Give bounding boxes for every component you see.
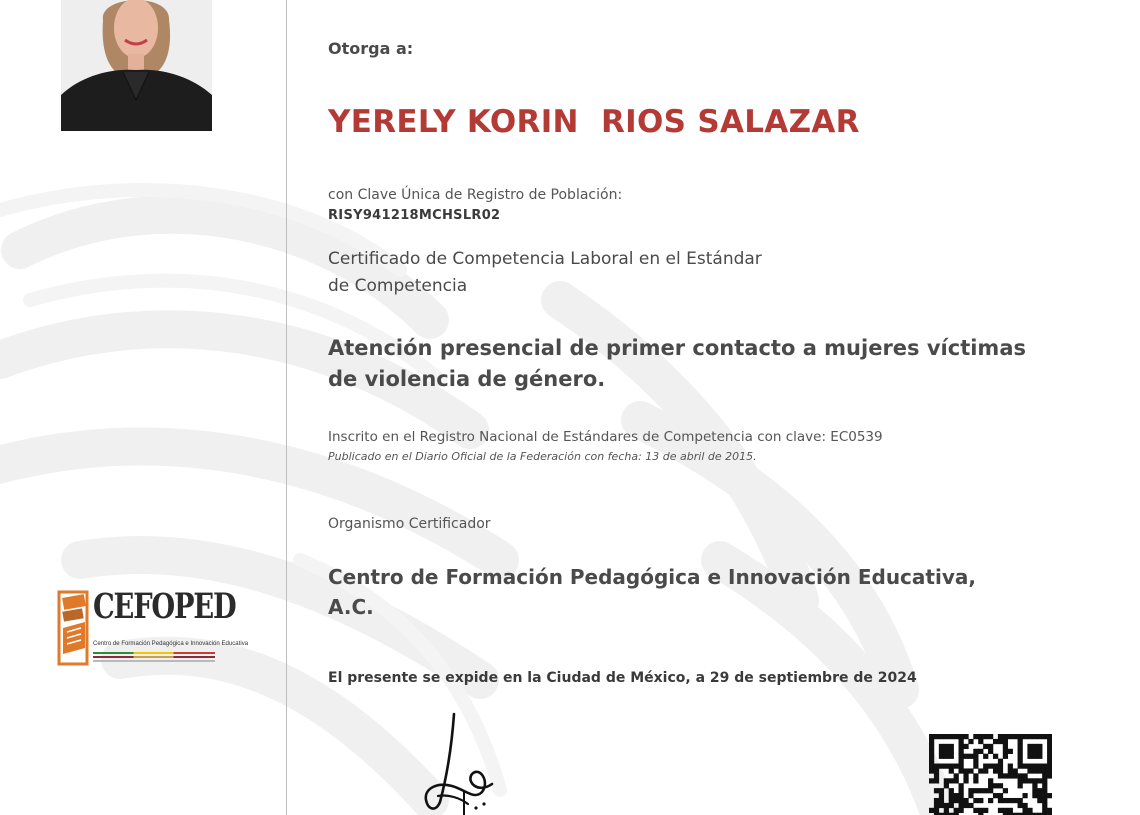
publication-note: Publicado en el Diario Oficial de la Federación con fecha: 13 de abril de 2015. [328, 450, 757, 463]
qr-module [1042, 793, 1047, 798]
qr-code-icon [929, 734, 1052, 815]
qr-module [929, 808, 934, 813]
certifier-name [328, 562, 976, 622]
qr-module [1032, 778, 1037, 783]
qr-module [1042, 778, 1047, 783]
qr-module [1008, 808, 1013, 813]
qr-module [978, 734, 983, 739]
qr-module [934, 773, 939, 778]
qr-module [1018, 783, 1023, 788]
standard-title [328, 333, 1026, 395]
qr-module [939, 764, 944, 769]
qr-module [1042, 798, 1047, 803]
qr-module [934, 768, 939, 773]
qr-module [1037, 764, 1042, 769]
qr-module [1027, 734, 1032, 739]
qr-module [944, 778, 949, 783]
qr-module [929, 744, 934, 749]
qr-module [959, 803, 964, 808]
logo-tagline: Centro de Formación Pedagógica e Innovación Educativa [93, 640, 249, 647]
qr-module [1037, 744, 1042, 749]
curp-label: con Clave Única de Registro de Población: [328, 187, 623, 203]
qr-module [1008, 734, 1013, 739]
qr-module [1003, 788, 1008, 793]
qr-module [934, 734, 939, 739]
qr-module [949, 749, 954, 754]
qr-module [1003, 734, 1008, 739]
logo-wordmark: CEFOPED [93, 586, 236, 627]
qr-module [973, 778, 978, 783]
qr-module [963, 803, 968, 808]
qr-module [963, 798, 968, 803]
qr-module [1047, 749, 1052, 754]
qr-module [988, 778, 993, 783]
qr-module [963, 734, 968, 739]
qr-module [1018, 739, 1023, 744]
qr-module [934, 803, 939, 808]
qr-module [968, 754, 973, 759]
qr-module [973, 773, 978, 778]
qr-module [973, 788, 978, 793]
qr-module [1013, 768, 1018, 773]
signature-icon [408, 712, 508, 815]
qr-module [929, 759, 934, 764]
qr-module [939, 803, 944, 808]
qr-module [1042, 734, 1047, 739]
qr-module [1013, 773, 1018, 778]
qr-module [1003, 749, 1008, 754]
certifier-name-line: Centro de Formación Pedagógica e Innovación Educativa, [328, 565, 976, 589]
curp-value: RISY941218MCHSLR02 [328, 208, 501, 223]
certificate-type [328, 246, 762, 300]
qr-module [978, 768, 983, 773]
qr-module [998, 798, 1003, 803]
qr-module [1013, 798, 1018, 803]
qr-module [1047, 744, 1052, 749]
qr-module [978, 798, 983, 803]
qr-module [983, 744, 988, 749]
qr-module [1037, 788, 1042, 793]
qr-module [1027, 768, 1032, 773]
qr-module [949, 754, 954, 759]
qr-module [929, 739, 934, 744]
qr-module [1008, 749, 1013, 754]
qr-module [1022, 764, 1027, 769]
qr-module [949, 778, 954, 783]
qr-module [973, 764, 978, 769]
qr-module [1008, 773, 1013, 778]
qr-module [998, 764, 1003, 769]
qr-module [988, 749, 993, 754]
qr-module [1013, 734, 1018, 739]
qr-module [954, 773, 959, 778]
qr-module [939, 798, 944, 803]
qr-module [1047, 768, 1052, 773]
qr-module [949, 798, 954, 803]
qr-module [1008, 768, 1013, 773]
qr-module [929, 764, 934, 769]
qr-module [1047, 764, 1052, 769]
qr-module [1032, 764, 1037, 769]
qr-module [944, 808, 949, 813]
qr-module [959, 783, 964, 788]
qr-module [1037, 768, 1042, 773]
qr-module [973, 734, 978, 739]
qr-module [944, 783, 949, 788]
qr-module [1032, 734, 1037, 739]
qr-module [988, 798, 993, 803]
qr-module [1037, 734, 1042, 739]
qr-module [963, 754, 968, 759]
qr-module [1032, 793, 1037, 798]
qr-module [998, 808, 1003, 813]
qr-module [1018, 754, 1023, 759]
qr-module [983, 788, 988, 793]
qr-module [929, 749, 934, 754]
qr-module [998, 768, 1003, 773]
qr-module [973, 749, 978, 754]
qr-module [934, 798, 939, 803]
otorga-label: Otorga a: [328, 39, 414, 58]
qr-module [954, 778, 959, 783]
qr-module [993, 754, 998, 759]
qr-module [968, 788, 973, 793]
qr-module [1003, 773, 1008, 778]
qr-module [993, 768, 998, 773]
qr-module [983, 768, 988, 773]
qr-module [1042, 768, 1047, 773]
qr-module [1022, 773, 1027, 778]
qr-module [959, 759, 964, 764]
qr-module [973, 754, 978, 759]
qr-module [1018, 798, 1023, 803]
qr-module [1027, 778, 1032, 783]
qr-module [1003, 744, 1008, 749]
standard-title-line: Atención presencial de primer contacto a mujeres víctimas [328, 336, 1026, 360]
qr-module [1047, 734, 1052, 739]
qr-module [1022, 803, 1027, 808]
qr-module [939, 749, 944, 754]
qr-module [944, 754, 949, 759]
qr-module [1008, 764, 1013, 769]
qr-module [959, 739, 964, 744]
qr-module [963, 768, 968, 773]
qr-module [998, 783, 1003, 788]
cefoped-logo [55, 586, 249, 672]
qr-module [1018, 759, 1023, 764]
qr-module [949, 788, 954, 793]
holder-name: YERELY KORIN RIOS SALAZAR [328, 104, 860, 140]
qr-module [978, 808, 983, 813]
qr-module [944, 764, 949, 769]
qr-module [1032, 788, 1037, 793]
cefoped-mark-icon [55, 588, 91, 668]
qr-module [968, 739, 973, 744]
qr-module [934, 778, 939, 783]
qr-module [998, 759, 1003, 764]
qr-module [993, 764, 998, 769]
qr-module [983, 808, 988, 813]
qr-module [939, 788, 944, 793]
qr-module [983, 764, 988, 769]
qr-module [1027, 754, 1032, 759]
qr-module [968, 793, 973, 798]
qr-module [988, 744, 993, 749]
qr-module [1037, 749, 1042, 754]
qr-module [988, 764, 993, 769]
qr-module [959, 798, 964, 803]
qr-module [1027, 808, 1032, 813]
standard-title-line: de violencia de género. [328, 367, 606, 391]
qr-module [1042, 788, 1047, 793]
qr-module [978, 788, 983, 793]
holder-photo [61, 0, 212, 131]
qr-module [963, 744, 968, 749]
qr-module [939, 744, 944, 749]
qr-module [1027, 764, 1032, 769]
logo-stripe [93, 656, 215, 658]
qr-module [983, 734, 988, 739]
qr-module [963, 773, 968, 778]
qr-module [959, 788, 964, 793]
qr-module [1032, 783, 1037, 788]
qr-module [1037, 793, 1042, 798]
qr-module [1032, 744, 1037, 749]
qr-module [934, 808, 939, 813]
qr-module [949, 803, 954, 808]
qr-module [1027, 744, 1032, 749]
qr-module [959, 754, 964, 759]
qr-module [968, 768, 973, 773]
qr-module [1027, 749, 1032, 754]
registry-note: Inscrito en el Registro Nacional de Estándares de Competencia con clave: EC0539 [328, 429, 883, 445]
issue-statement: El presente se expide en la Ciudad de México, a 29 de septiembre de 2024 [328, 670, 917, 686]
certifier-name-line: A.C. [328, 595, 374, 619]
qr-module [998, 739, 1003, 744]
qr-module [954, 808, 959, 813]
qr-module [1047, 739, 1052, 744]
qr-module [1042, 764, 1047, 769]
qr-module [1047, 773, 1052, 778]
qr-module [1003, 739, 1008, 744]
qr-module [1047, 754, 1052, 759]
qr-module [993, 783, 998, 788]
qr-module [1018, 803, 1023, 808]
qr-module [1018, 764, 1023, 769]
qr-module [959, 808, 964, 813]
qr-module [1003, 754, 1008, 759]
qr-module [998, 734, 1003, 739]
qr-module [1022, 734, 1027, 739]
qr-module [939, 754, 944, 759]
qr-module [959, 793, 964, 798]
qr-module [1022, 778, 1027, 783]
qr-module [998, 793, 1003, 798]
qr-module [1032, 754, 1037, 759]
qr-module [1022, 808, 1027, 813]
qr-module [929, 754, 934, 759]
qr-module [1042, 803, 1047, 808]
qr-module [1008, 798, 1013, 803]
qr-module [939, 793, 944, 798]
qr-module [949, 793, 954, 798]
qr-module [929, 768, 934, 773]
qr-module [1037, 798, 1042, 803]
qr-module [1042, 773, 1047, 778]
qr-module [973, 759, 978, 764]
qr-module [1037, 754, 1042, 759]
qr-module [993, 739, 998, 744]
qr-module [949, 744, 954, 749]
qr-module [1003, 808, 1008, 813]
qr-module [1032, 768, 1037, 773]
qr-module [1042, 808, 1047, 813]
qr-module [963, 778, 968, 783]
qr-module [988, 783, 993, 788]
qr-module [998, 773, 1003, 778]
qr-module [934, 764, 939, 769]
qr-module [988, 788, 993, 793]
certificate-type-line: de Competencia [328, 276, 468, 296]
qr-module [929, 778, 934, 783]
qr-module [944, 749, 949, 754]
qr-module [1018, 773, 1023, 778]
qr-module [959, 764, 964, 769]
certifier-label: Organismo Certificador [328, 516, 491, 532]
qr-module [1018, 778, 1023, 783]
qr-module [983, 754, 988, 759]
qr-module [1047, 759, 1052, 764]
qr-module [993, 793, 998, 798]
qr-module [973, 798, 978, 803]
qr-module [1018, 734, 1023, 739]
qr-module [959, 734, 964, 739]
qr-module [954, 793, 959, 798]
qr-module [1018, 749, 1023, 754]
qr-module [1032, 749, 1037, 754]
qr-module [959, 768, 964, 773]
logo-stripe [93, 660, 215, 662]
qr-module [939, 734, 944, 739]
qr-module [1042, 783, 1047, 788]
certificate-type-line: Certificado de Competencia Laboral en el Estándar [328, 249, 762, 269]
qr-module [988, 734, 993, 739]
qr-module [954, 764, 959, 769]
qr-module [1022, 793, 1027, 798]
qr-module [934, 788, 939, 793]
logo-stripe [93, 652, 215, 654]
qr-module [978, 749, 983, 754]
qr-module [944, 734, 949, 739]
qr-module [954, 734, 959, 739]
vertical-divider [286, 0, 287, 815]
qr-module [973, 808, 978, 813]
qr-module [949, 764, 954, 769]
qr-module [959, 744, 964, 749]
qr-module [944, 744, 949, 749]
qr-module [978, 739, 983, 744]
qr-module [944, 803, 949, 808]
qr-module [929, 734, 934, 739]
qr-module [968, 803, 973, 808]
qr-module [949, 768, 954, 773]
qr-module [1047, 808, 1052, 813]
qr-module [949, 734, 954, 739]
qr-module [1037, 778, 1042, 783]
qr-module [1047, 793, 1052, 798]
qr-module [959, 749, 964, 754]
qr-module [954, 798, 959, 803]
qr-module [1003, 798, 1008, 803]
qr-module [1018, 744, 1023, 749]
